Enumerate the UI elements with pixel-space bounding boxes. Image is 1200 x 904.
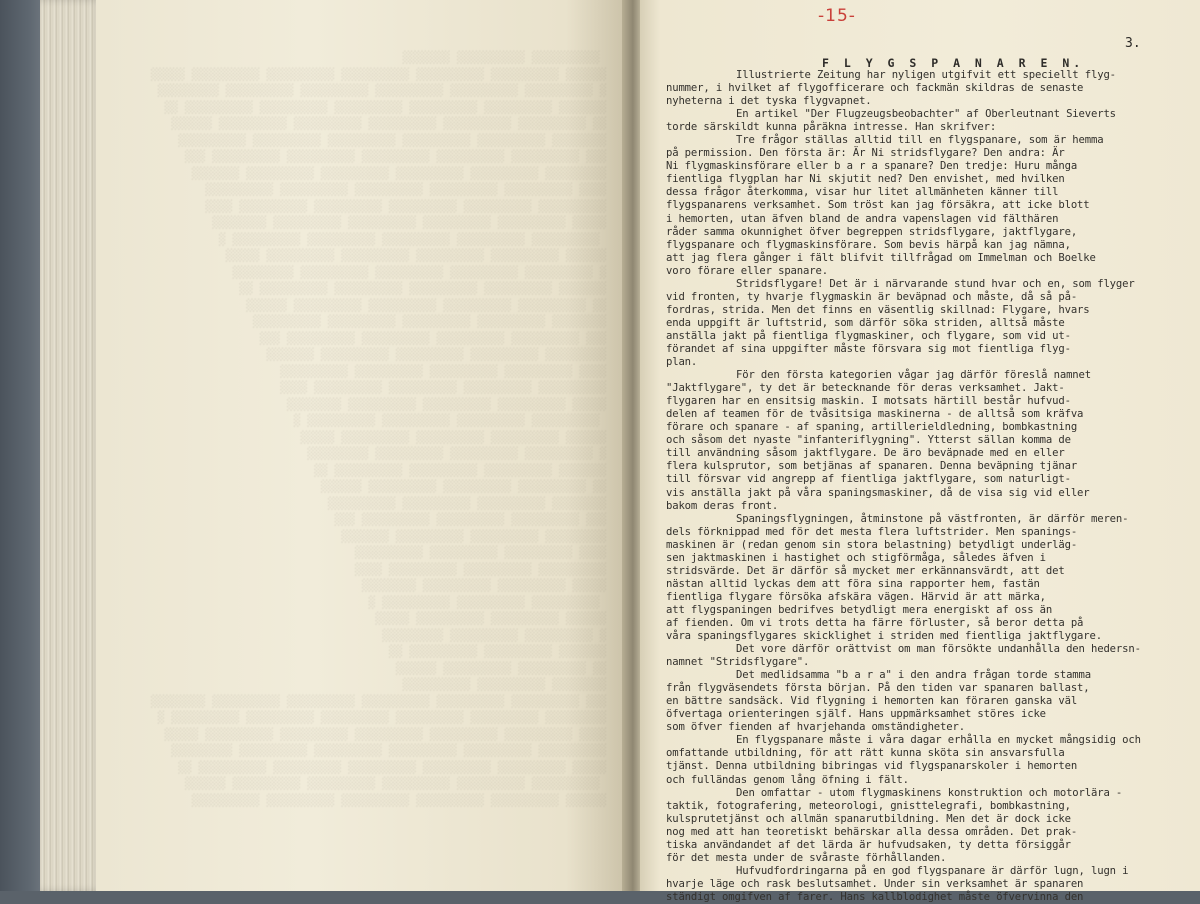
text-line: förare och spanare - af spaning, artillerieldledning, bombkastning [666,421,1078,434]
text-line: för det mesta under de svåraste förhållanden. [666,851,947,864]
text-line: bakom deras front. [666,499,779,512]
text-line: nummer, i hvilket af flygofficerare och fackmän skildras de senaste [666,82,1084,95]
text-line: tiska användandet af det lärda är hufvudsaken, ty detta försiggår [666,838,1071,851]
text-line: Den omfattar - utom flygmaskinens konstruktion och motorlära - [736,786,1123,799]
text-line: enda uppgift är luftstrid, som därför söka striden, alltså måste [666,316,1065,329]
handwritten-page-number: -15- [818,6,856,26]
text-line: En artikel "Der Flugzeugsbeobachter" af Oberleutnant Sieverts [736,108,1116,121]
text-line: Spaningsflygningen, åtminstone på västfronten, är därför meren- [736,512,1129,525]
text-line: Stridsflygare! Det är i närvarande stund hvar och en, som flyger [736,277,1135,290]
text-line: kulsprutetjänst och allmän spanarutbildning. Men det är dock icke [666,812,1071,825]
text-line: våra spaningsflygares skicklighet i striden med fientliga jaktflygare. [666,630,1102,643]
text-line: råder samma okunnighet öfver begreppen stridsflygare, jaktflygare, [666,225,1078,238]
text-line: en bättre sandsäck. Vid flygning i hemorten kan föraren ganska väl [666,695,1078,708]
text-line: "Jaktflygare", ty det är betecknande för deras verksamhet. Jakt- [666,382,1065,395]
text-line: Ni flygmaskinsförare eller b a r a spanare? Den tredje: Huru många [666,160,1078,173]
left-page [96,0,630,891]
text-line: sen jaktmaskinen i hastighet och stigförmåga, således äfven i [666,551,1046,564]
text-line: Hufvudfordringarna på en god flygspanare är därför lugn, lugn i [736,864,1129,877]
article-body [666,69,1196,904]
text-line: voro förare eller spanare. [666,264,828,277]
text-line: från flygväsendets första början. På den tiden var spanaren ballast, [666,682,1090,695]
text-line: dessa frågor återkomma, visar hur litet allmänheten känner till [666,186,1059,199]
text-line: namnet "Stridsflygare". [666,656,810,669]
text-line: För den första kategorien vågar jag därför föreslå namnet [736,369,1091,382]
text-line: flygspanare och flygmaskinsförare. Som bevis härpå kan jag nämna, [666,238,1071,251]
text-line: taktik, fotografering, meteorologi, gnisttelegrafi, bombkastning, [666,799,1071,812]
text-line: anställa jakt på fientliga flygmaskiner, och flygare, som vid ut- [666,329,1071,342]
typed-page-number: 3. [1125,36,1141,51]
text-line: fientliga flygplan har Ni skjutit ned? Den envishet, med hvilken [666,173,1065,186]
text-line: flygaren har en ensitsig maskin. I motsats härtill består hufvud- [666,395,1071,408]
text-line: stridsvärde. Det är därför så mycket mer erkännansvärdt, att det [666,564,1065,577]
text-line: maskinen är (redan genom sin stora belastning) betydligt underläg- [666,538,1078,551]
text-line: fientliga flygare försöka afskära vägen. Härvid är att märka, [666,590,1046,603]
text-line: plan. [666,356,698,369]
show-through-text: ░░░░░░░░░░ ░░░░░░░░░░ ░░░░░░░ ░░░░░░ ░░░░░░░░░░ ░░░░░░░░░░ ░░░░░░░░░░ ░░░░░░░░░░ ░░░░░░░░░░ ░░░░░ ░ ░░░░░░░░░░ ░░░░░░░░░░ ░░░░░░░░░░ ░░░░░░░░░░ ░░░░░░░░░░ ░░░░░░░░░ ░░░░░░░ ░░░░░░░░░░ ░░░░░░░░░░ ░░░░░░░░░░ ░░░░░░░░░░ ░░░░░░░░░░ ░░ ░░ ░░░░░░░░░░ ░░░░░░░░░░ ░░░░░░░░░░ ░░░░░░░░░░ ░░░░░░░░░░ ░░░░░░ ░░░░░░░░ ░░░░░░░░░░ ░░░░░░░░░░ ░░░░░░░░░░ ░░░░░░░░░░ ░░░░░░░░░░ ░░░ ░░░░░░░░░░ ░░░░░░░░░░ ░░░░░░░░░░ ░░░░░░░░░░ ░░░░░░░░░░ ░░░ ░░░░░░░░░ ░░░░░░░░░░ ░░░░░░░░░░ ░░░░░░░░░░ ░░░░░░░░░░ ░░░░░░░ ░░░░ ░░░░░░░░░░ ░░░░░░░░░░ ░░░░░░░░░░ ░░░░░░░░░░ ░░░░░░░░░░ ░░░░░░░░░░ ░░░░░░░░░░ ░░░░░░░░░░ ░░░░░░░░░░ ░░░░░░░░░░ ░░░░ ░░░░░ ░░░░░░░░░░ ░░░░░░░░░░ ░░░░░░░░░░ ░░░░░░░░░░ ░░░░░░░░ ░░░░░░░░░░ ░░░░░░░░░░ ░░░░░░░░░░ ░░░░░░░░░░ ░░░░░░░░░░ ░ ░░░░░░ ░░░░░░░░░░ ░░░░░░░░░░ ░░░░░░░░░░ ░░░░░░░░░░ ░░░░░ ░ ░░░░░░░░░░ ░░░░░░░░░░ ░░░░░░░░░░ ░░░░░░░░░░ ░░░░░░░░░ ░░░░░░░ ░░░░░░░░░░ ░░░░░░░░░░ ░░░░░░░░░░ ░░░░░░░░░░ ░░ ░░ ░░░░░░░░░░ ░░░░░░░░░░ ░░░░░░░░░░ ░░░░░░░░░░ ░░░░░░ ░░░░░░░░ ░░░░░░░░░░ ░░░░░░░░░░ ░░░░░░░░░░ ░░░░░░░░░░ ░░░ ░░░░░░░░░░ ░░░░░░░░░░ ░░░░░░░░░░ ░░░░░░░░░░ ░░░ ░░░░░░░░░ ░░░░░░░░░░ ░░░░░░░░░░ ░░░░░░░░░░ ░░░░░░░ ░░░░ ░░░░░░░░░░ ░░░░░░░░░░ ░░░░░░░░░░ ░░░░░░░░░░ ░░░░░░░░░░ ░░░░░░░░░░ ░░░░░░░░░░ ░░░░░░░░░░ ░░░░ ░░░░░ ░░░░░░░░░░ ░░░░░░░░░░ ░░░░░░░░░░ ░░░░░░░░ ░░░░░░░░░░ ░░░░░░░░░░ ░░░░░░░░░░ ░░░░░░░░░░ ░ ░░░░░░ ░░░░░░░░░░ ░░░░░░░░░░ ░░░░░░░░░░ ░░░░░ ░ ░░░░░░░░░░ ░░░░░░░░░░ ░░░░░░░░░░ ░░░░░░░░░ ░░░░░░░ ░░░░░░░░░░ ░░░░░░░░░░ ░░░░░░░░░░ ░░ ░░ ░░░░░░░░░░ ░░░░░░░░░░ ░░░░░░░░░░ ░░░░░░ ░░░░░░░░ ░░░░░░░░░░ ░░░░░░░░░░ ░░░░░░░░░░ ░░░ ░░░░░░░░░░ ░░░░░░░░░░ ░░░░░░░░░░ ░░░ ░░░░░░░░░ ░░░░░░░░░░ ░░░░░░░░░░ ░░░░░░░ ░░░░ ░░░░░░░░░░ ░░░░░░░░░░ ░░░░░░░░░░ ░░░░░░░░░░ ░░░░░░░░░░ ░░░░░░░░░░ ░░░░ ░░░░░ ░░░░░░░░░░ ░░░░░░░░░░ ░░░░░░░░ ░░░░░░░░░░ ░░░░░░░░░░ ░░░░░░░░░░ ░ ░░░░░░ ░░░░░░░░░░ ░░░░░░░░░░ ░░░░░ ░ ░░░░░░░░░░ ░░░░░░░░░░ ░░░░░░░░░ ░░░░░░░ ░░░░░░░░░░ ░░░░░░░░░░ ░░ ░░ ░░░░░░░░░░ ░░░░░░░░░░ ░░░░░░ ░░░░░░░░ ░░░░░░░░░░ ░░░░░░░░░░ ░░░ ░░░░░░░░░░ ░░░░░░░░░░ ░░░░░░░░░░ ░░░░░░░░░░ ░░░░░░░░░░ ░░░░░░░░ ░░░░░░░░░ ░░░░░░░░░░ ░░░░░░░░░░ ░░░░░░░░░░ ░░░░░░░░░░ ░░░░░░░░░░ ░ ░░░░ ░░░░░░░░░░ ░░░░░░░░░░ ░░░░░░░░░░ ░░░░░░░░░░ ░░░░░░░░░░ ░░░░░ ░░░░░░░░░░ ░░░░░░░░░░ ░░░░░░░░░░ ░░░░░░░░░░ ░░░░░░░░░░ ░░░░░░░░░ ░░░░░ ░░░░░░░░░░ ░░░░░░░░░░ ░░░░░░░░░░ ░░░░░░░░░░ ░░░░░░░░░░ ░░ ░░░░░░░░░░ ░░░░░░░░░░ ░░░░░░░░░░ ░░░░░░░░░░ ░░░░░░░░░░ ░░░░░░ ░░░░░░ ░░░░░░░░░░ ░░░░░░░░░░ ░░░░░░░░░░ ░░░░░░░░░░ ░░░░░░░░░░ [150,51,606,807]
document-title: F L Y G S P A N A R E N. [822,56,1085,70]
text-line: dels förknippad med för det mesta flera luftstrider. Men spanings- [666,525,1078,538]
text-line: delen af teamen för de tvåsitsiga maskinerna - de alltså som kräfva [666,408,1084,421]
text-line: nyheterna i det tyska flygvapnet. [666,95,872,108]
text-line: flera kulsprutor, som betjänas af spanaren. Denna beväpning tjänar [666,460,1078,473]
text-line: och fulländas genom lång öfning i fält. [666,773,909,786]
text-line: öfvertaga orienteringen själf. Hans uppmärksamhet störes icke [666,708,1046,721]
text-line: flygspanarens verksamhet. Som tröst kan jag försäkra, att icke blott [666,199,1090,212]
text-line: Det vore därför orättvist om man försökte undanhålla den hedersn- [736,643,1141,656]
text-line: omfattande utbildning, för att rätt kunna sköta sin ansvarsfulla [666,747,1065,760]
text-line: att flygspaningen bedrifves betydligt mera energiskt af oss än [666,603,1053,616]
text-line: ständigt omgifven af farer. Hans kallblodighet måste öfvervinna den [666,890,1084,903]
text-line: hvarje läge och rask beslutsamhet. Under sin verksamhet är spanaren [666,877,1084,890]
text-line: att jag flera gånger i fält blifvit tillfrågad om Immelman och Boelke [666,251,1096,264]
text-line: torde särskildt kunna påräkna intresse. Han skrifver: [666,121,997,134]
book-page-edges [40,0,102,891]
text-line: till försvar vid angrepp af fientliga jaktflygare, som naturligt- [666,473,1071,486]
text-line: En flygspanare måste i våra dagar erhålla en mycket mångsidig och [736,734,1141,747]
text-line: vid fronten, ty hvarje flygmaskin är beväpnad och måste, då så på- [666,290,1078,303]
text-line: som öfver fienden af hvarjehanda omständigheter. [666,721,965,734]
text-line: af fienden. Om vi trots detta ha färre förluster, så beror detta på [666,616,1084,629]
text-line: Det medlidsamma "b a r a" i den andra frågan torde stamma [736,669,1091,682]
text-line: nog med att han teoretiskt behärskar alla dessa områden. Det prak- [666,825,1078,838]
text-line: tjänst. Denna utbildning bibringas vid flygspanarskoler i hemorten [666,760,1078,773]
text-line: fordras, strida. Men det finns en väsentlig skillnad: Flygare, hvars [666,303,1090,316]
right-page [640,0,1200,903]
text-line: Illustrierte Zeitung har nyligen utgifvit ett speciellt flyg- [736,69,1116,81]
text-line: nästan alltid lyckas dem att föra sina rapporter hem, fastän [666,577,1040,590]
text-line: till användning såsom jaktflygare. De äro beväpnade med en eller [666,447,1065,460]
text-line: Tre frågor ställas alltid till en flygspanare, som är hemma [736,134,1104,147]
text-line: och såsom det nyaste "infanteriflygning". Ytterst sällan komma de [666,434,1071,447]
text-line: i hemorten, utan äfven bland de andra vapenslagen vid fälthären [666,212,1059,225]
text-line: förandet af sina uppgifter måste försvara sig mot fientliga flyg- [666,342,1071,355]
text-line: på permission. Den första är: Är Ni stridsflygare? Den andra: Är [666,147,1065,160]
text-line: vis anställa jakt på våra spaningsmaskiner, då de visa sig vid eller [666,486,1090,499]
